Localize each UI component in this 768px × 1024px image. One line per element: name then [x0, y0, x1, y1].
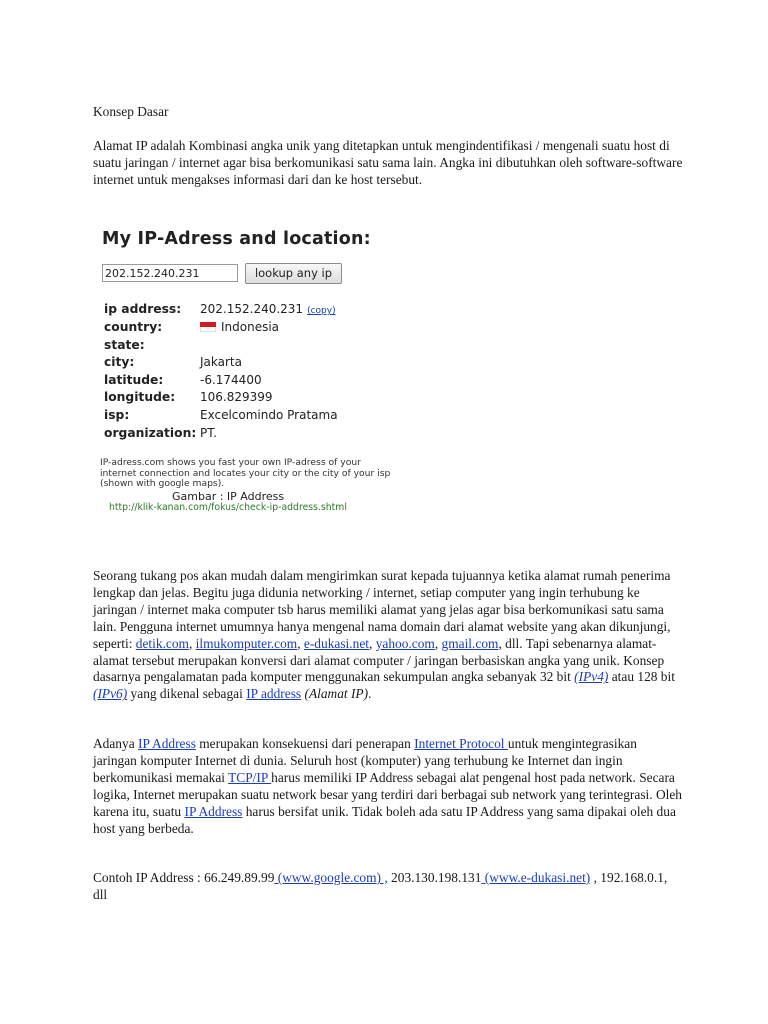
figure-description: IP-adress.com shows you fast your own IP-adress of your internet connection and locates your city or the city of your isp (shown with google maps).	[100, 457, 391, 490]
paragraph-postman-analogy: Seorang tukang pos akan mudah dalam mengirimkan surat kepada tujuannya ketika alamat rumah penerima lengkap dan jelas. Begitu juga didunia networking / internet, setiap computer yang ingin terhubung ke jaringan / internet maka computer tsb harus memiliki alamat yang jelas agar bisa berkomunikasi satu sama lain. Pengguna internet umumnya hanya mengenal nama domain dari alamat website yang akan dikunjungi, seperti: detik.com, ilmukomputer.com, e-dukasi.net, yahoo.com, gmail.com, dll. Tapi sebenarnya alamat-alamat tersebut merupakan konversi dari alamat computer / jaringan berbasiskan angka yang unik. Konsep dasarnya pengalamatan pada komputer menggunakan sekumpulan angka sebanyak 32 bit (IPv4) atau 128 bit (IPv6) yang dikenal sebagai IP address (Alamat IP).	[93, 568, 675, 702]
paragraph-ip-examples: Contoh IP Address : 66.249.89.99 (www.google.com) , 203.130.198.131 (www.e-dukasi.net) , 192.168.0.1, dll	[93, 870, 668, 902]
indonesia-flag-icon	[200, 322, 216, 332]
link-tcp-ip[interactable]: TCP/IP	[228, 769, 272, 785]
copy-link: (copy)	[307, 306, 336, 316]
country-value: Indonesia	[200, 320, 279, 334]
link-internet-protocol[interactable]: Internet Protocol	[414, 736, 508, 751]
ip-address-label: ip address:	[104, 302, 182, 316]
link-e-dukasi-2[interactable]: (www.e-dukasi.net)	[481, 870, 591, 885]
longitude-label: longitude:	[104, 390, 176, 404]
latitude-label: latitude:	[104, 373, 164, 387]
figure-source-url: http://klik-kanan.com/fokus/check-ip-address.shtml	[109, 502, 347, 513]
link-ip-address-2[interactable]: IP Address	[138, 736, 196, 751]
longitude-value: 106.829399	[200, 390, 273, 404]
isp-label: isp:	[104, 408, 130, 422]
section-heading: Konsep Dasar	[93, 104, 169, 119]
link-ip-address[interactable]: IP address	[246, 686, 302, 702]
link-yahoo[interactable]: yahoo.com	[375, 635, 435, 651]
organization-value: PT.	[200, 426, 217, 440]
link-ip-address-3[interactable]: IP Address	[184, 803, 243, 819]
intro-paragraph: Alamat IP adalah Kombinasi angka unik yang ditetapkan untuk mengindentifikasi / mengenali suatu host di suatu jaringan / internet agar bisa berkomunikasi satu sama lain. Angka ini dibutuhkan oleh software-software internet untuk mengakses informasi dari dan ke host tersebut.	[93, 138, 683, 187]
link-ilmukomputer[interactable]: ilmukomputer.com	[195, 635, 298, 651]
isp-value: Excelcomindo Pratama	[200, 408, 338, 422]
link-e-dukasi[interactable]: e-dukasi.net	[303, 635, 369, 651]
country-label: country:	[104, 320, 163, 334]
paragraph-ip-address-consequence: Adanya IP Address merupakan konsekuensi dari penerapan Internet Protocol untuk mengintegrasikan jaringan komputer Internet di dunia. Seluruh host (komputer) yang terhubung ke Internet dan ingin berkomunikasi memakai TCP/IP harus memiliki IP Address sebagai alat pengenal host pada network. Secara logika, Internet merupakan suatu network besar yang terdiri dari berbagai sub network yang terintegrasi. Oleh karena itu, suatu IP Address harus bersifat unik. Tidak boleh ada satu IP Address yang sama dipakai oleh dua host yang berbeda.	[93, 736, 682, 836]
link-google[interactable]: (www.google.com) ,	[274, 870, 388, 885]
city-label: city:	[104, 355, 135, 369]
organization-label: organization:	[104, 426, 197, 440]
figure-title: My IP-Adress and location:	[102, 229, 371, 249]
state-label: state:	[104, 338, 145, 352]
ip-address-value: 202.152.240.231 (copy)	[200, 302, 336, 316]
link-detik[interactable]: detik.com	[135, 635, 189, 651]
ip-address-figure	[96, 226, 396, 518]
link-ipv4[interactable]: (IPv4)	[574, 669, 609, 685]
link-gmail[interactable]: gmail.com	[441, 635, 499, 651]
link-ipv6[interactable]: (IPv6)	[93, 686, 128, 702]
latitude-value: -6.174400	[200, 373, 262, 387]
lookup-button: lookup any ip	[245, 263, 342, 284]
ip-input: 202.152.240.231	[102, 264, 238, 282]
city-value: Jakarta	[200, 355, 242, 369]
figure-caption: Gambar : IP Address	[172, 490, 285, 503]
